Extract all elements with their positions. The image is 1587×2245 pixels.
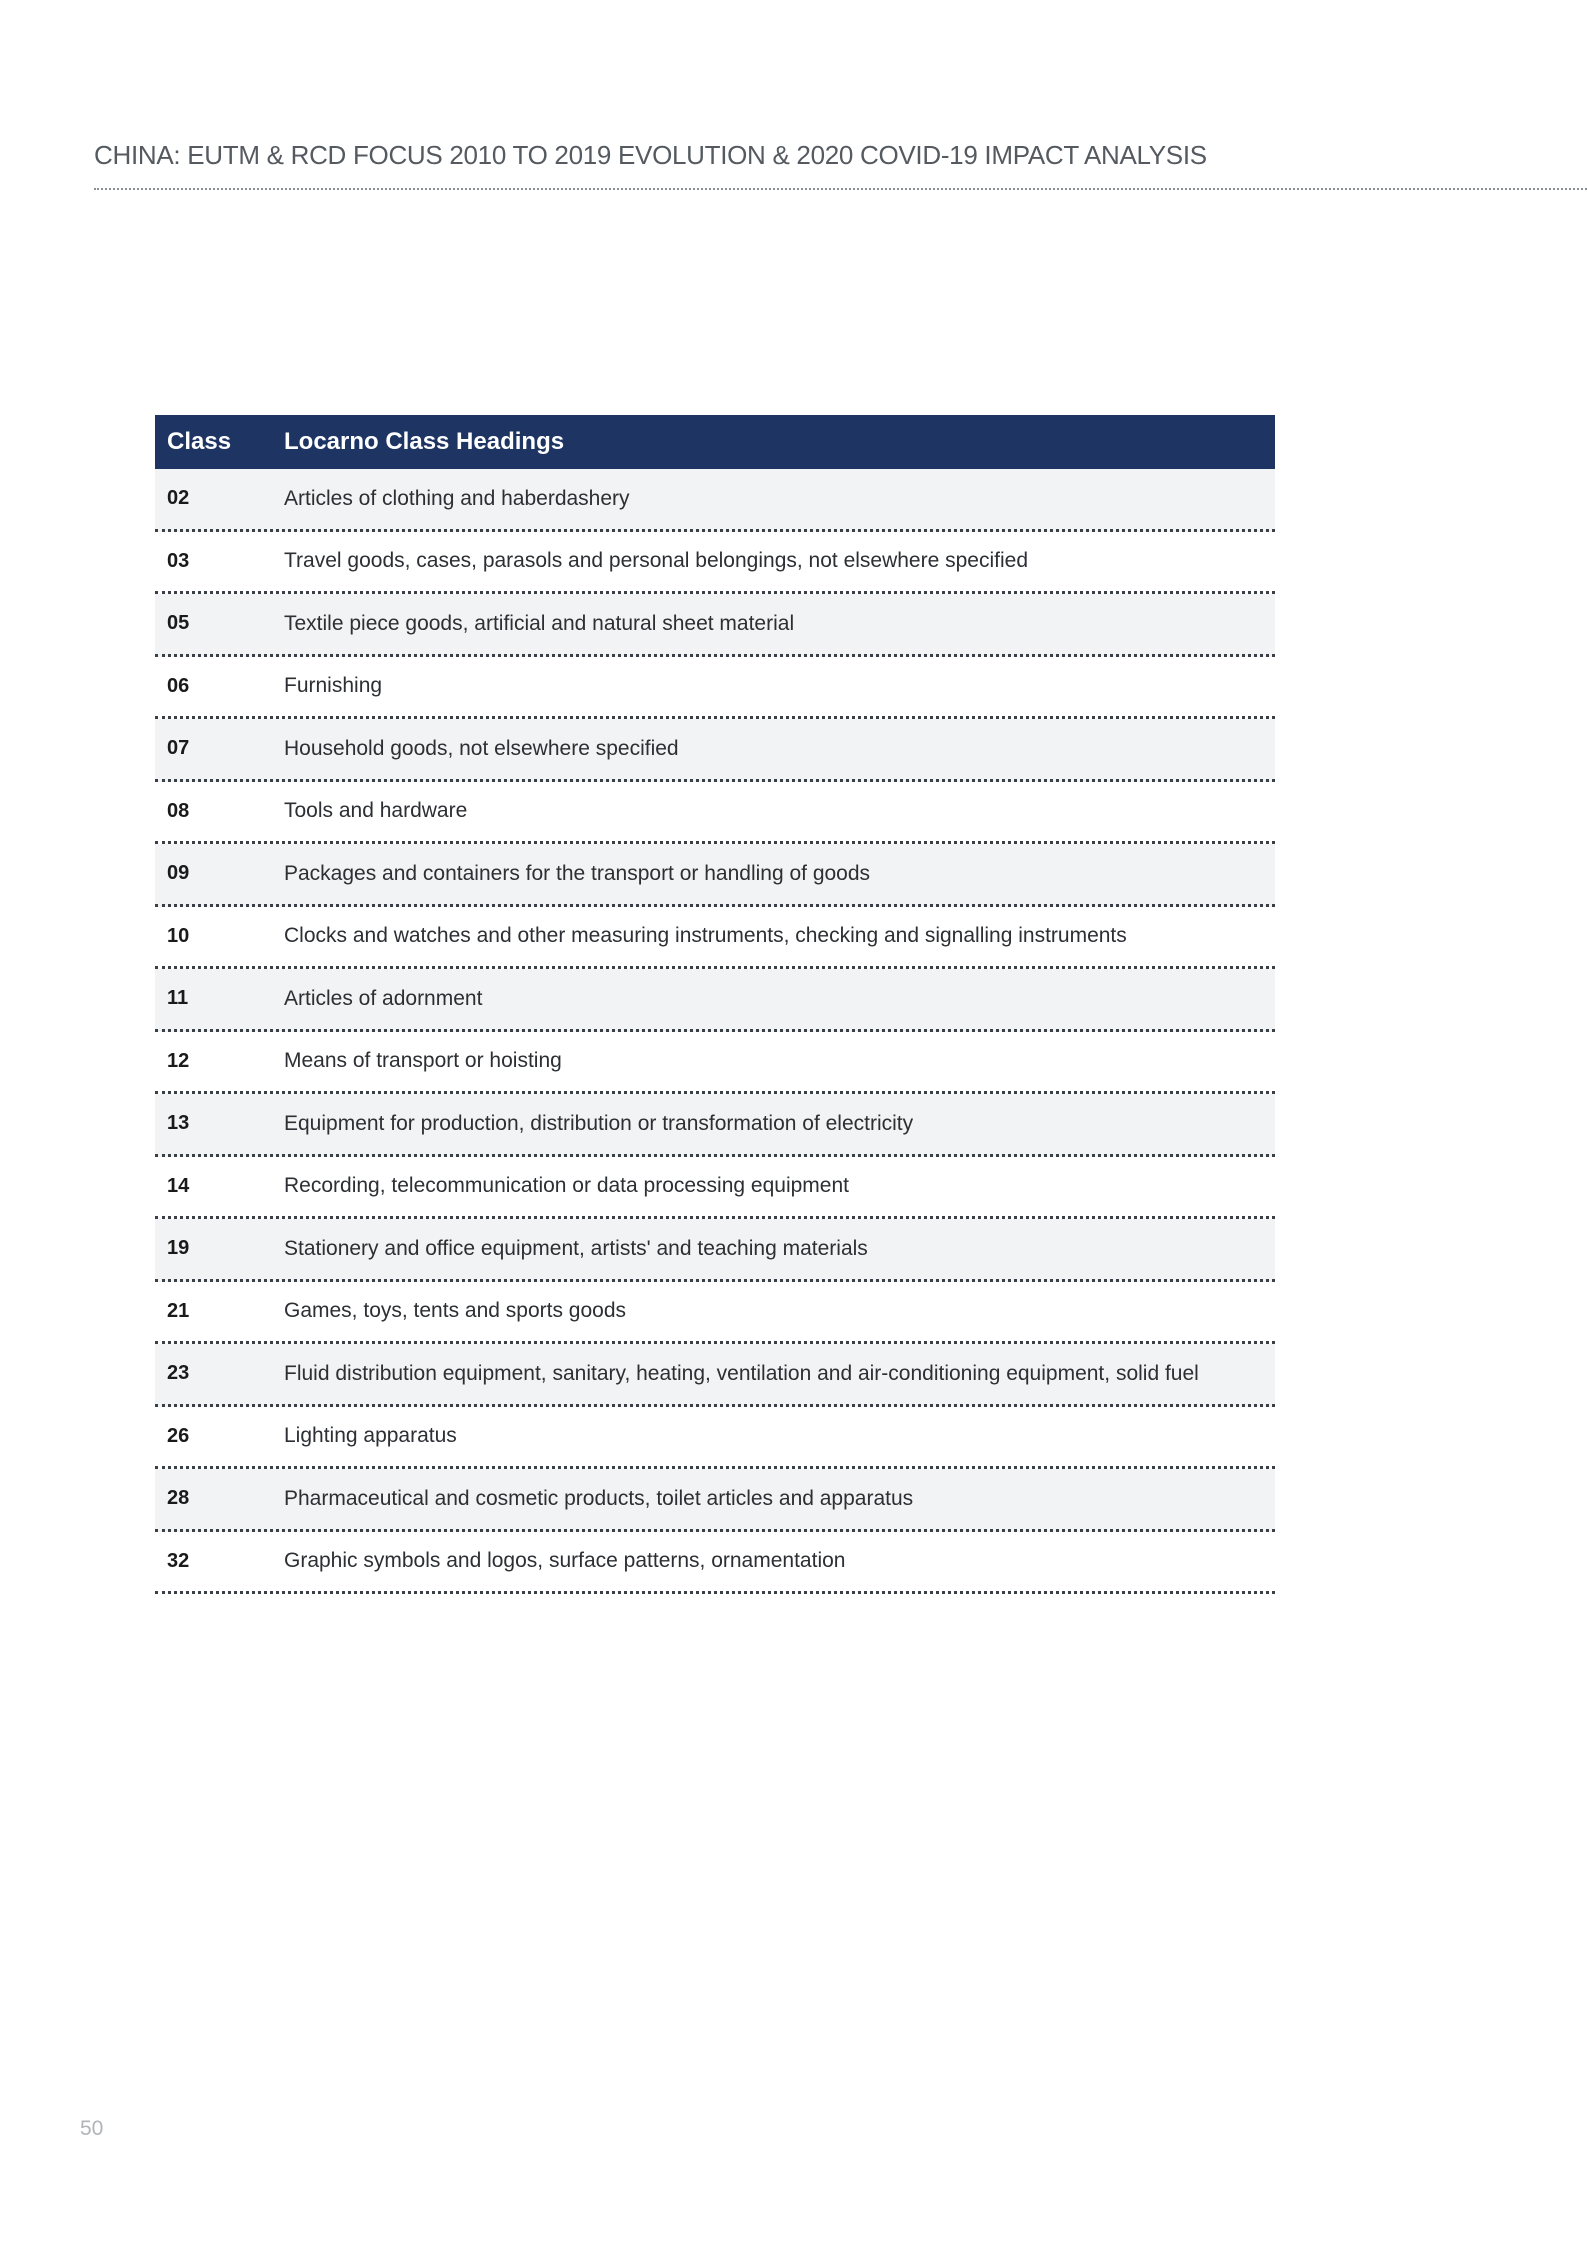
class-heading-cell: Household goods, not elsewhere specified (284, 736, 679, 760)
class-heading-cell: Textile piece goods, artificial and natural sheet material (284, 611, 795, 635)
table-row (155, 1094, 1275, 1157)
table-header-row (155, 415, 1275, 469)
class-number-cell: 12 (167, 1049, 190, 1072)
column-header-heading: Locarno Class Headings (284, 428, 565, 455)
class-number-cell: 11 (167, 987, 189, 1010)
class-heading-cell: Fluid distribution equipment, sanitary, heating, ventilation and air-conditioning equipment, solid fuel (284, 1361, 1199, 1385)
column-header-class: Class (167, 428, 232, 455)
table-row (155, 594, 1275, 657)
table-row (155, 907, 1275, 970)
class-heading-cell: Articles of clothing and haberdashery (284, 486, 630, 510)
table-row (155, 1282, 1275, 1345)
class-heading-cell: Graphic symbols and logos, surface patterns, ornamentation (284, 1549, 846, 1573)
class-number-cell: 10 (167, 924, 190, 947)
class-heading-cell: Recording, telecommunication or data processing equipment (284, 1174, 849, 1198)
table-row (155, 719, 1275, 782)
class-heading-cell: Travel goods, cases, parasols and personal belongings, not elsewhere specified (284, 549, 1029, 573)
class-number-cell: 07 (167, 737, 190, 760)
class-heading-cell: Clocks and watches and other measuring instruments, checking and signalling instruments (284, 924, 1127, 948)
class-number-cell: 23 (167, 1362, 190, 1385)
class-heading-cell: Stationery and office equipment, artists' and teaching materials (284, 1236, 868, 1260)
class-heading-cell: Means of transport or hoisting (284, 1049, 562, 1073)
table-row (155, 469, 1275, 532)
class-number-cell: 28 (167, 1487, 190, 1510)
class-number-cell: 08 (167, 799, 190, 822)
page-header-title: CHINA: EUTM & RCD FOCUS 2010 TO 2019 EVOLUTION & 2020 COVID-19 IMPACT ANALYSIS (94, 140, 1207, 170)
class-number-cell: 06 (167, 674, 190, 697)
class-number-cell: 21 (167, 1299, 190, 1322)
table-row (155, 532, 1275, 595)
class-number-cell: 03 (167, 549, 190, 572)
table-row (155, 1219, 1275, 1282)
table-row (155, 1157, 1275, 1220)
table-row (155, 657, 1275, 720)
locarno-classes-table (155, 415, 1275, 1594)
class-heading-cell: Packages and containers for the transport or handling of goods (284, 861, 871, 885)
table-body (155, 469, 1275, 1594)
table-row (155, 1469, 1275, 1532)
class-number-cell: 32 (167, 1549, 190, 1572)
class-number-cell: 13 (167, 1112, 190, 1135)
table-row (155, 844, 1275, 907)
class-heading-cell: Pharmaceutical and cosmetic products, toilet articles and apparatus (284, 1486, 914, 1510)
class-heading-cell: Games, toys, tents and sports goods (284, 1299, 627, 1323)
class-number-cell: 26 (167, 1424, 190, 1447)
class-number-cell: 14 (167, 1174, 190, 1197)
table-row (155, 782, 1275, 845)
class-heading-cell: Furnishing (284, 674, 383, 698)
class-heading-cell: Tools and hardware (284, 799, 468, 823)
class-heading-cell: Lighting apparatus (284, 1424, 457, 1448)
table-row (155, 1344, 1275, 1407)
class-number-cell: 19 (167, 1237, 190, 1260)
class-heading-cell: Equipment for production, distribution or transformation of electricity (284, 1111, 914, 1135)
class-number-cell: 02 (167, 487, 190, 510)
page-number: 50 (80, 2117, 104, 2140)
table-row (155, 1032, 1275, 1095)
class-heading-cell: Articles of adornment (284, 986, 483, 1010)
table-row (155, 1532, 1275, 1595)
class-number-cell: 09 (167, 862, 190, 885)
table-row (155, 969, 1275, 1032)
class-number-cell: 05 (167, 612, 190, 635)
header-divider (94, 188, 1587, 190)
table-row (155, 1407, 1275, 1470)
